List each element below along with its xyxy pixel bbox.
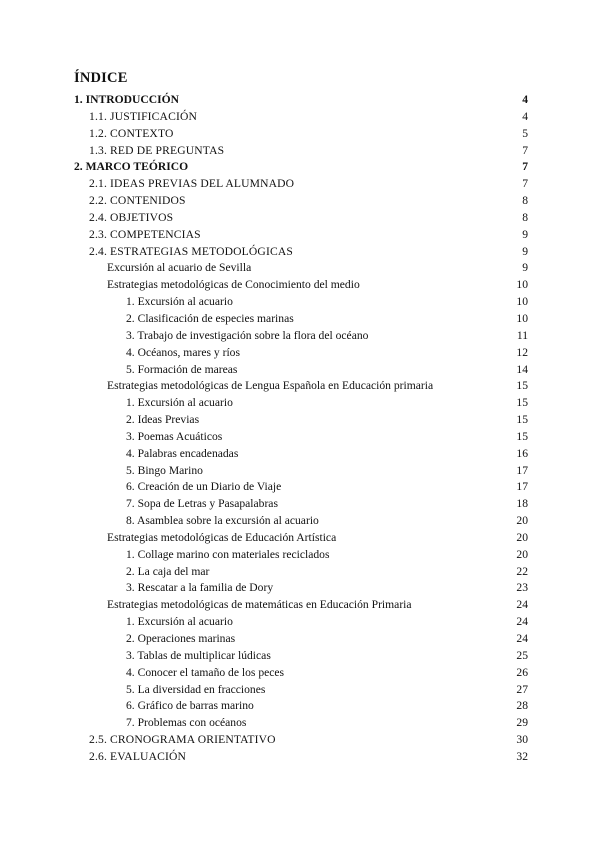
toc-entry[interactable]: [74, 328, 528, 345]
toc-entry-title: 3. Tablas de multiplicar lúdicas: [126, 648, 271, 662]
toc-entry-page-number: 9: [522, 227, 528, 241]
toc-entry-title: 2.4. OBJETIVOS: [89, 210, 174, 224]
toc-entry-page-number: 20: [516, 530, 528, 544]
toc-entry[interactable]: [74, 210, 528, 227]
toc-entry-title: 5. La diversidad en fracciones: [126, 682, 266, 696]
toc-entry[interactable]: [74, 614, 528, 631]
toc-entry-page-number: 5: [522, 126, 528, 140]
toc-entry-title: 2.3. COMPETENCIAS: [89, 227, 201, 241]
toc-entry[interactable]: [74, 395, 528, 412]
toc-entry-page-number: 17: [516, 480, 528, 494]
toc-entry-title: 4. Palabras encadenadas: [126, 446, 239, 460]
toc-entry[interactable]: [74, 176, 528, 193]
toc-entry-page-number: 9: [522, 261, 528, 275]
toc-entry-title: 2.6. EVALUACIÓN: [89, 749, 187, 763]
toc-entry-page-number: 30: [516, 733, 528, 747]
toc-entry[interactable]: [74, 345, 528, 362]
toc-entry[interactable]: [74, 311, 528, 328]
toc-entry[interactable]: [74, 277, 528, 294]
toc-entry[interactable]: [74, 580, 528, 597]
table-of-contents: [74, 92, 528, 766]
toc-entry-title: 6. Gráfico de barras marino: [126, 699, 254, 713]
toc-entry-title: 1.2. CONTEXTO: [89, 126, 174, 140]
toc-entry[interactable]: [74, 109, 528, 126]
page-title: ÍNDICE: [74, 70, 128, 86]
toc-entry[interactable]: [74, 749, 528, 766]
toc-entry-page-number: 32: [516, 749, 528, 763]
toc-entry[interactable]: [74, 564, 528, 581]
toc-entry-title: Estrategias metodológicas de matemáticas en Educación Primaria: [107, 598, 412, 612]
toc-entry-page-number: 28: [516, 699, 528, 713]
toc-entry-title: Estrategias metodológicas de Educación Artística: [107, 530, 337, 544]
toc-entry[interactable]: [74, 126, 528, 143]
toc-entry-title: 1. Excursión al acuario: [126, 295, 233, 309]
toc-entry-title: 5. Formación de mareas: [126, 362, 238, 376]
toc-entry[interactable]: [74, 92, 528, 109]
toc-entry-page-number: 10: [516, 311, 528, 325]
toc-entry-page-number: 20: [516, 547, 528, 561]
toc-entry-title: 2. Operaciones marinas: [126, 632, 236, 645]
toc-entry-title: 1. Excursión al acuario: [126, 615, 233, 629]
toc-entry[interactable]: [74, 429, 528, 446]
toc-entry[interactable]: [74, 362, 528, 379]
toc-entry[interactable]: [74, 260, 528, 277]
toc-entry-page-number: 8: [522, 210, 528, 224]
toc-entry-page-number: 7: [522, 160, 528, 174]
toc-entry[interactable]: [74, 378, 528, 395]
toc-entry[interactable]: [74, 496, 528, 513]
toc-entry[interactable]: [74, 698, 528, 715]
toc-entry-title: 2.1. IDEAS PREVIAS DEL ALUMNADO: [89, 177, 295, 191]
toc-entry-title: 1.1. JUSTIFICACIÓN: [89, 109, 198, 123]
toc-entry[interactable]: [74, 446, 528, 463]
toc-entry-title: 4. Conocer el tamaño de los peces: [126, 665, 285, 679]
toc-entry-page-number: 10: [516, 295, 528, 309]
toc-entry-page-number: 24: [516, 598, 528, 612]
toc-entry-title: 2. Clasificación de especies marinas: [126, 311, 294, 325]
toc-entry-title: 7. Problemas con océanos: [126, 716, 247, 730]
toc-entry-page-number: 8: [522, 194, 528, 208]
toc-entry-title: 3. Trabajo de investigación sobre la flora del océano: [126, 328, 369, 342]
toc-entry[interactable]: [74, 597, 528, 614]
toc-entry-page-number: 22: [516, 564, 528, 578]
toc-entry-title: Excursión al acuario de Sevilla: [107, 261, 252, 275]
toc-entry[interactable]: [74, 631, 528, 648]
toc-entry-page-number: 23: [516, 581, 528, 595]
toc-entry[interactable]: [74, 547, 528, 564]
toc-entry-title: 8. Asamblea sobre la excursión al acuario: [126, 514, 319, 528]
toc-entry-title: 2. MARCO TEÓRICO: [74, 160, 189, 174]
toc-entry[interactable]: [74, 159, 528, 176]
toc-entry-page-number: 24: [516, 615, 528, 629]
toc-entry-title: 2.2. CONTENIDOS: [89, 194, 186, 208]
toc-entry-page-number: 4: [522, 109, 528, 123]
toc-entry[interactable]: [74, 463, 528, 480]
toc-entry[interactable]: [74, 479, 528, 496]
toc-entry-title: 1. INTRODUCCIÓN: [74, 93, 179, 106]
toc-entry-page-number: 26: [516, 665, 528, 679]
toc-entry-title: 6. Creación de un Diario de Viaje: [126, 480, 282, 494]
toc-entry-page-number: 7: [522, 177, 528, 191]
toc-entry-title: 2.5. CRONOGRAMA ORIENTATIVO: [89, 733, 276, 747]
toc-entry[interactable]: [74, 732, 528, 749]
toc-entry[interactable]: [74, 227, 528, 244]
toc-entry-page-number: 15: [516, 429, 528, 443]
toc-entry-page-number: 14: [516, 362, 528, 376]
toc-entry-title: 2.4. ESTRATEGIAS METODOLÓGICAS: [89, 244, 293, 258]
toc-entry[interactable]: [74, 244, 528, 261]
toc-entry-title: 1. Collage marino con materiales reciclados: [126, 547, 330, 561]
toc-entry[interactable]: [74, 143, 528, 160]
toc-entry-page-number: 18: [516, 497, 528, 511]
toc-entry-page-number: 9: [522, 244, 528, 258]
toc-entry-page-number: 10: [516, 278, 528, 292]
toc-entry[interactable]: [74, 665, 528, 682]
toc-entry[interactable]: [74, 193, 528, 210]
toc-entry[interactable]: [74, 513, 528, 530]
toc-entry-title: 2. Ideas Previas: [126, 413, 200, 427]
toc-entry[interactable]: [74, 294, 528, 311]
toc-entry[interactable]: [74, 682, 528, 699]
toc-entry-page-number: 17: [516, 463, 528, 477]
toc-entry-page-number: 24: [516, 632, 528, 645]
toc-entry-page-number: 7: [522, 143, 528, 157]
toc-entry-page-number: 20: [516, 514, 528, 528]
toc-entry-page-number: 15: [516, 413, 528, 427]
toc-entry-page-number: 4: [522, 93, 528, 106]
toc-entry-title: 5. Bingo Marino: [126, 463, 203, 477]
toc-entry-title: Estrategias metodológicas de Lengua Española en Educación primaria: [107, 379, 434, 393]
toc-entry[interactable]: [74, 648, 528, 665]
toc-entry-title: 1. Excursión al acuario: [126, 396, 233, 410]
toc-entry[interactable]: [74, 530, 528, 547]
toc-entry[interactable]: [74, 412, 528, 429]
toc-entry-title: 7. Sopa de Letras y Pasapalabras: [126, 497, 278, 511]
toc-entry-title: 4. Océanos, mares y ríos: [126, 345, 240, 359]
toc-entry-page-number: 29: [516, 716, 528, 730]
toc-entry-page-number: 25: [516, 648, 528, 662]
toc-entry-page-number: 16: [516, 446, 528, 460]
toc-entry-title: Estrategias metodológicas de Conocimiento del medio: [107, 278, 360, 292]
toc-entry-title: 1.3. RED DE PREGUNTAS: [89, 143, 225, 157]
toc-entry-title: 3. Poemas Acuáticos: [126, 429, 223, 443]
toc-entry-page-number: 27: [516, 682, 528, 696]
toc-entry-page-number: 12: [516, 345, 528, 359]
toc-entry-page-number: 11: [516, 328, 528, 342]
toc-entry-page-number: 15: [516, 396, 528, 410]
toc-entry-title: 3. Rescatar a la familia de Dory: [126, 581, 274, 595]
toc-entry-title: 2. La caja del mar: [126, 564, 210, 578]
toc-entry-page-number: 15: [516, 379, 528, 393]
toc-entry[interactable]: [74, 715, 528, 732]
